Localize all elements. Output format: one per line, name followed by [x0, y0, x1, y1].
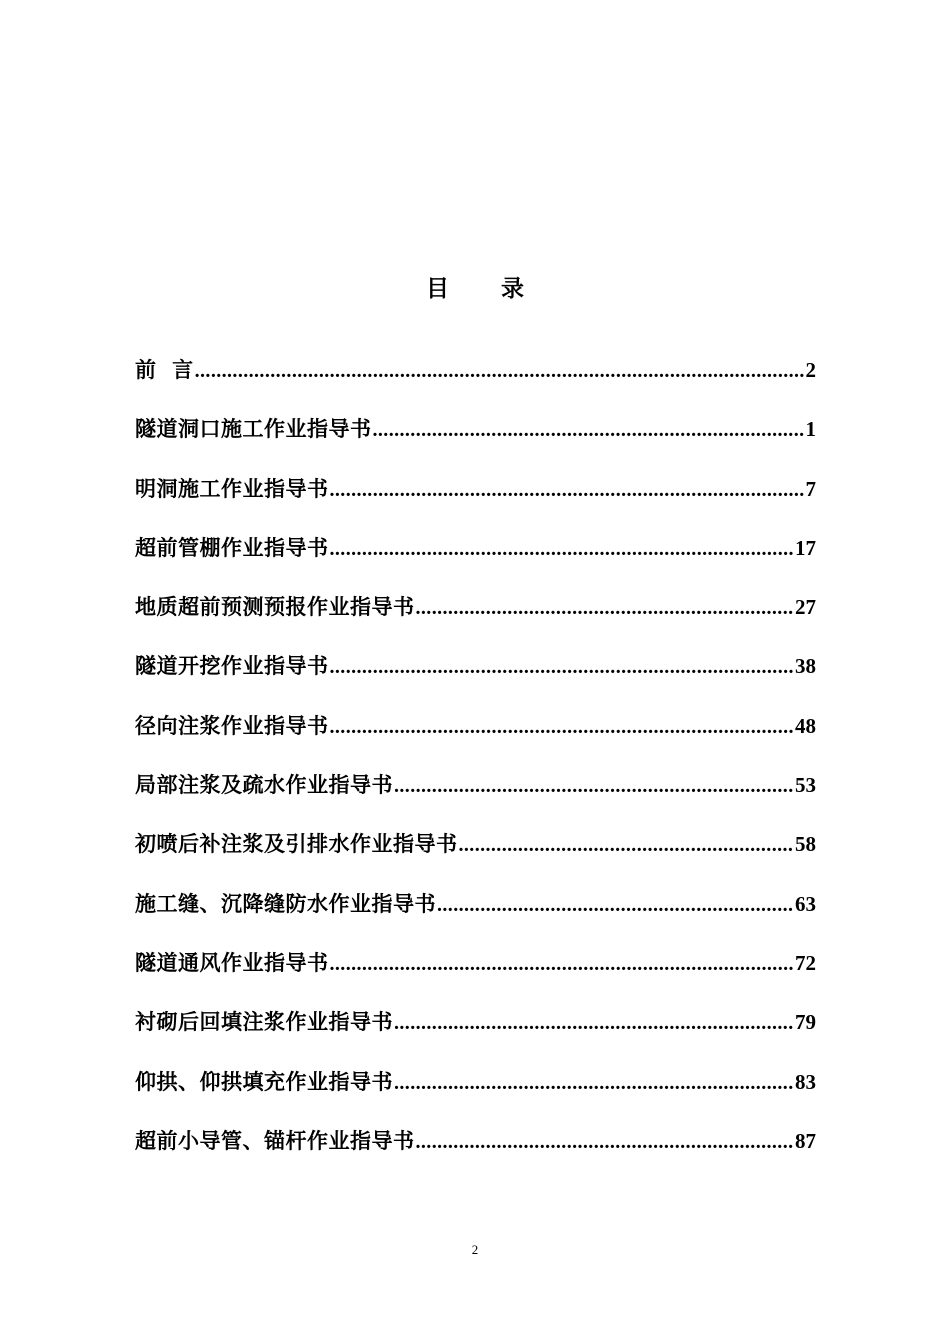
toc-leader-dots: [195, 353, 805, 389]
toc-entry-label: 衬砌后回填注浆作业指导书: [135, 1009, 393, 1035]
toc-entry-page: 17: [795, 535, 816, 560]
toc-entry-label: 隧道通风作业指导书: [135, 949, 329, 975]
toc-entry[interactable]: [135, 826, 816, 885]
toc-entry-page: 27: [795, 595, 816, 620]
toc-entry-page: 53: [795, 773, 816, 798]
toc-entry-label: 局部注浆及疏水作业指导书: [135, 772, 393, 798]
toc-entry-page: 63: [795, 891, 816, 916]
toc-entry[interactable]: [135, 530, 816, 589]
toc-entry[interactable]: [135, 352, 816, 411]
toc-entry-page: 1: [805, 417, 816, 442]
toc-entry[interactable]: [135, 589, 816, 648]
toc-leader-dots: [394, 1005, 794, 1041]
toc-entry-label: 明洞施工作业指导书: [135, 475, 329, 501]
toc-entry[interactable]: [135, 471, 816, 530]
toc-entry-label: 超前小导管、锚杆作业指导书: [135, 1127, 415, 1153]
toc-leader-dots: [330, 649, 795, 685]
toc-entry-label: 隧道洞口施工作业指导书: [135, 416, 372, 442]
toc-leader-dots: [373, 412, 805, 448]
toc-entry-page: 38: [795, 654, 816, 679]
toc-entry[interactable]: [135, 767, 816, 826]
toc-entry-page: 72: [795, 950, 816, 975]
toc-leader-dots: [394, 768, 794, 804]
toc-entry[interactable]: [135, 886, 816, 945]
toc-entry-page: 48: [795, 713, 816, 738]
toc-leader-dots: [330, 531, 795, 567]
toc-entry-label: 隧道开挖作业指导书: [135, 653, 329, 679]
toc-entry-label: 前 言: [135, 357, 194, 382]
toc-leader-dots: [416, 1124, 795, 1160]
toc-entry-label: 初喷后补注浆及引排水作业指导书: [135, 831, 458, 857]
footer-page-number: 2: [471, 1242, 479, 1257]
toc-leader-dots: [437, 887, 794, 923]
toc-entry[interactable]: [135, 1123, 816, 1182]
toc-entry[interactable]: [135, 1064, 816, 1123]
toc-leader-dots: [330, 946, 795, 982]
toc-entry-label: 超前管棚作业指导书: [135, 534, 329, 560]
toc-entry[interactable]: [135, 945, 816, 1004]
toc-list: [135, 352, 816, 1182]
toc-leader-dots: [394, 1065, 794, 1101]
toc-leader-dots: [459, 827, 795, 863]
toc-entry-page: 7: [805, 476, 816, 501]
toc-entry-page: 83: [795, 1069, 816, 1094]
toc-entry[interactable]: [135, 411, 816, 470]
toc-leader-dots: [330, 472, 805, 508]
toc-entry-page: 87: [795, 1128, 816, 1153]
toc-entry-page: 58: [795, 832, 816, 857]
toc-entry[interactable]: [135, 708, 816, 767]
toc-entry[interactable]: [135, 648, 816, 707]
toc-entry-label: 径向注浆作业指导书: [135, 712, 329, 738]
toc-entry-page: 2: [805, 358, 816, 382]
toc-leader-dots: [330, 709, 795, 745]
toc-entry-label: 施工缝、沉降缝防水作业指导书: [135, 890, 436, 916]
toc-leader-dots: [416, 590, 795, 626]
toc-entry-page: 79: [795, 1010, 816, 1035]
toc-entry[interactable]: [135, 1004, 816, 1063]
toc-entry-label: 仰拱、仰拱填充作业指导书: [135, 1068, 393, 1094]
toc-title: 目 录: [425, 275, 546, 302]
toc-entry-label: 地质超前预测预报作业指导书: [135, 594, 415, 620]
